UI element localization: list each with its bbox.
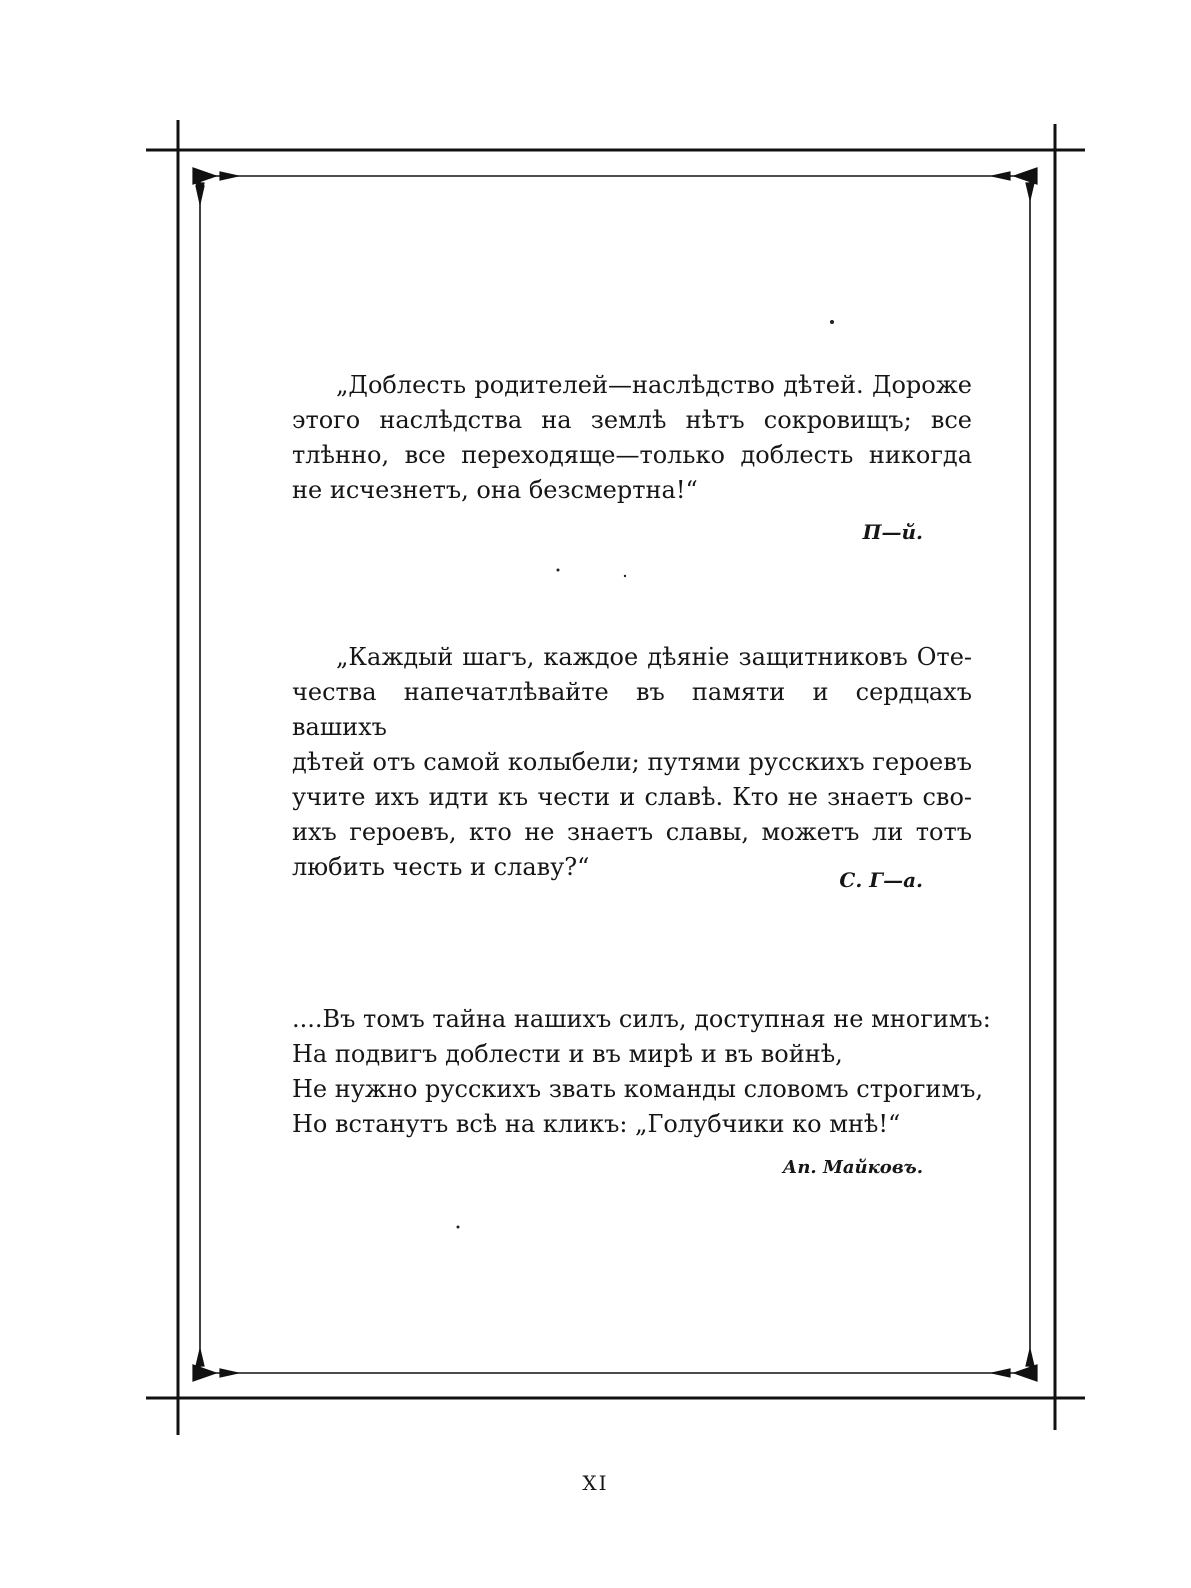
quote-1-line-2: этого наслѣдства на землѣ нѣтъ сокровищъ; все: [292, 406, 972, 434]
quote-2-line-6: любить честь и славу?“: [292, 853, 590, 881]
quote-2-attribution: С. Г—а.: [839, 868, 923, 892]
quote-1: [292, 368, 972, 508]
quote-2-line-3: дѣтей отъ самой колыбели; путями русскихъ героевъ: [292, 748, 972, 776]
quote-1-line-3: тлѣнно, все переходяще—только доблесть никогда: [292, 441, 972, 469]
page-number: XI: [582, 1471, 609, 1495]
verse: [292, 1002, 991, 1142]
quote-1-line-4: не исчезнетъ, она безсмертна!“: [292, 476, 698, 504]
quote-1-line-1: „Доблесть родителей—наслѣдство дѣтей. Дороже: [336, 371, 972, 399]
corner-ornament-bottom-right: [992, 1349, 1037, 1381]
verse-line-3: Не нужно русскихъ звать команды словомъ строгимъ,: [292, 1075, 983, 1103]
corner-ornament-top-left: [193, 168, 238, 204]
quote-1-attribution: П—й.: [862, 520, 923, 544]
quote-2-line-5: ихъ героевъ, кто не знаетъ славы, можетъ ли тотъ: [292, 818, 972, 846]
verse-line-4: Но встанутъ всѣ на кликъ: „Голубчики ко мнѣ!“: [292, 1110, 901, 1138]
quote-2: [292, 640, 972, 885]
quote-2-line-4: учите ихъ идти къ чести и славѣ. Кто не знаетъ сво-: [292, 783, 972, 811]
corner-ornament-bottom-left: [193, 1349, 238, 1381]
verse-line-2: На подвигъ доблести и въ мирѣ и въ войнѣ,: [292, 1040, 843, 1068]
quote-2-line-2: чества напечатлѣвайте въ памяти и сердцахъ вашихъ: [292, 678, 972, 741]
quote-2-line-1: „Каждый шагъ, каждое дѣяніе защитниковъ Оте-: [336, 643, 972, 671]
verse-line-1: ....Въ томъ тайна нашихъ силъ, доступная не многимъ:: [292, 1005, 991, 1033]
verse-attribution: Ап. Майковъ.: [782, 1157, 923, 1178]
corner-ornament-top-right: [992, 168, 1037, 200]
